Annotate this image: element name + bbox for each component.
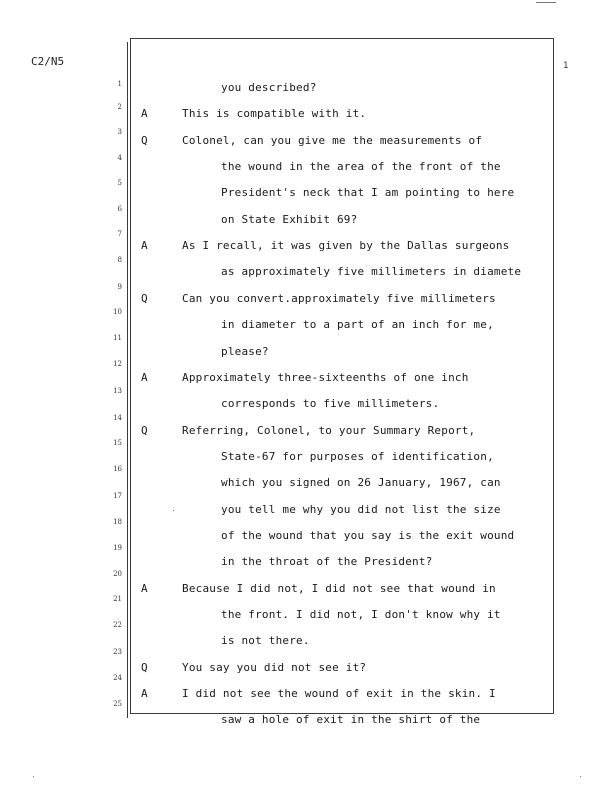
transcript-text: Because I did not, I did not see that wound in xyxy=(182,582,496,595)
line-number: 16 xyxy=(113,465,122,473)
line-number: 18 xyxy=(113,518,122,526)
transcript-text: This is compatible with it. xyxy=(182,107,367,120)
transcript-text: on State Exhibit 69? xyxy=(221,213,358,226)
speaker-label: Q xyxy=(141,661,148,674)
line-number: 9 xyxy=(117,283,122,291)
line-number: 17 xyxy=(113,492,122,500)
transcript-text: Approximately three-sixteenths of one inch xyxy=(182,371,469,384)
transcript-text: in diameter to a part of an inch for me, xyxy=(221,318,494,331)
line-number: 11 xyxy=(113,334,122,342)
speaker-label: A xyxy=(141,582,148,595)
line-number: 3 xyxy=(117,128,122,136)
speaker-label: Q xyxy=(141,424,148,437)
transcript-text: you tell me why you did not list the size xyxy=(221,503,501,516)
side-mark: 1 xyxy=(563,61,569,71)
line-number: 19 xyxy=(113,544,122,552)
transcript-text: in the throat of the President? xyxy=(221,555,433,568)
transcript-text: of the wound that you say is the exit wound xyxy=(221,529,515,542)
page-id: C2/N5 xyxy=(31,55,65,68)
line-number: 10 xyxy=(113,308,122,316)
transcript-text: President's neck that I am pointing to here xyxy=(221,186,515,199)
line-number: 1 xyxy=(117,80,122,88)
line-number: 25 xyxy=(113,700,122,708)
speaker-label: A xyxy=(141,687,148,700)
line-number: 21 xyxy=(113,595,122,603)
line-number: 15 xyxy=(113,439,122,447)
transcript-text: Referring, Colonel, to your Summary Report, xyxy=(182,424,476,437)
speaker-label: A xyxy=(141,371,148,384)
line-number: 20 xyxy=(113,570,122,578)
transcript-text: the front. I did not, I don't know why it xyxy=(221,608,501,621)
transcript-text: please? xyxy=(221,345,269,358)
transcript-text: You say you did not see it? xyxy=(182,661,367,674)
scan-speck xyxy=(33,776,34,777)
line-number: 13 xyxy=(113,387,122,395)
line-number: 2 xyxy=(117,103,122,111)
transcript-text: corresponds to five millimeters. xyxy=(221,397,440,410)
speaker-label: Q xyxy=(141,292,148,305)
top-margin-mark xyxy=(536,2,556,3)
transcript-text: you described? xyxy=(221,81,317,94)
speaker-label: Q xyxy=(141,134,148,147)
transcript-text: as approximately five millimeters in diamete xyxy=(221,265,522,278)
line-number: 22 xyxy=(113,621,122,629)
transcript-text: As I recall, it was given by the Dallas surgeons xyxy=(182,239,510,252)
transcript-text: Colonel, can you give me the measurements of xyxy=(182,134,483,147)
line-number: 24 xyxy=(113,674,122,682)
transcript-margin-rule xyxy=(127,42,128,718)
speaker-label: A xyxy=(141,107,148,120)
transcript-text: I did not see the wound of exit in the skin. I xyxy=(182,687,496,700)
transcript-text: Can you convert.approximately five millimeters xyxy=(182,292,496,305)
transcript-text: is not there. xyxy=(221,634,310,647)
line-number: 4 xyxy=(117,154,122,162)
transcript-text: saw a hole of exit in the shirt of the xyxy=(221,713,481,726)
line-number: 12 xyxy=(113,360,122,368)
line-number: 8 xyxy=(117,256,122,264)
transcript-text: the wound in the area of the front of the xyxy=(221,160,501,173)
line-number: 5 xyxy=(117,179,122,187)
line-number: 6 xyxy=(117,205,122,213)
line-number: 14 xyxy=(113,414,122,422)
speaker-label: A xyxy=(141,239,148,252)
line-number: 23 xyxy=(113,648,122,656)
line-number: 7 xyxy=(117,230,122,238)
scan-speck xyxy=(173,510,174,511)
scan-speck xyxy=(580,776,581,777)
transcript-text: which you signed on 26 January, 1967, can xyxy=(221,476,501,489)
transcript-text: State-67 for purposes of identification, xyxy=(221,450,494,463)
